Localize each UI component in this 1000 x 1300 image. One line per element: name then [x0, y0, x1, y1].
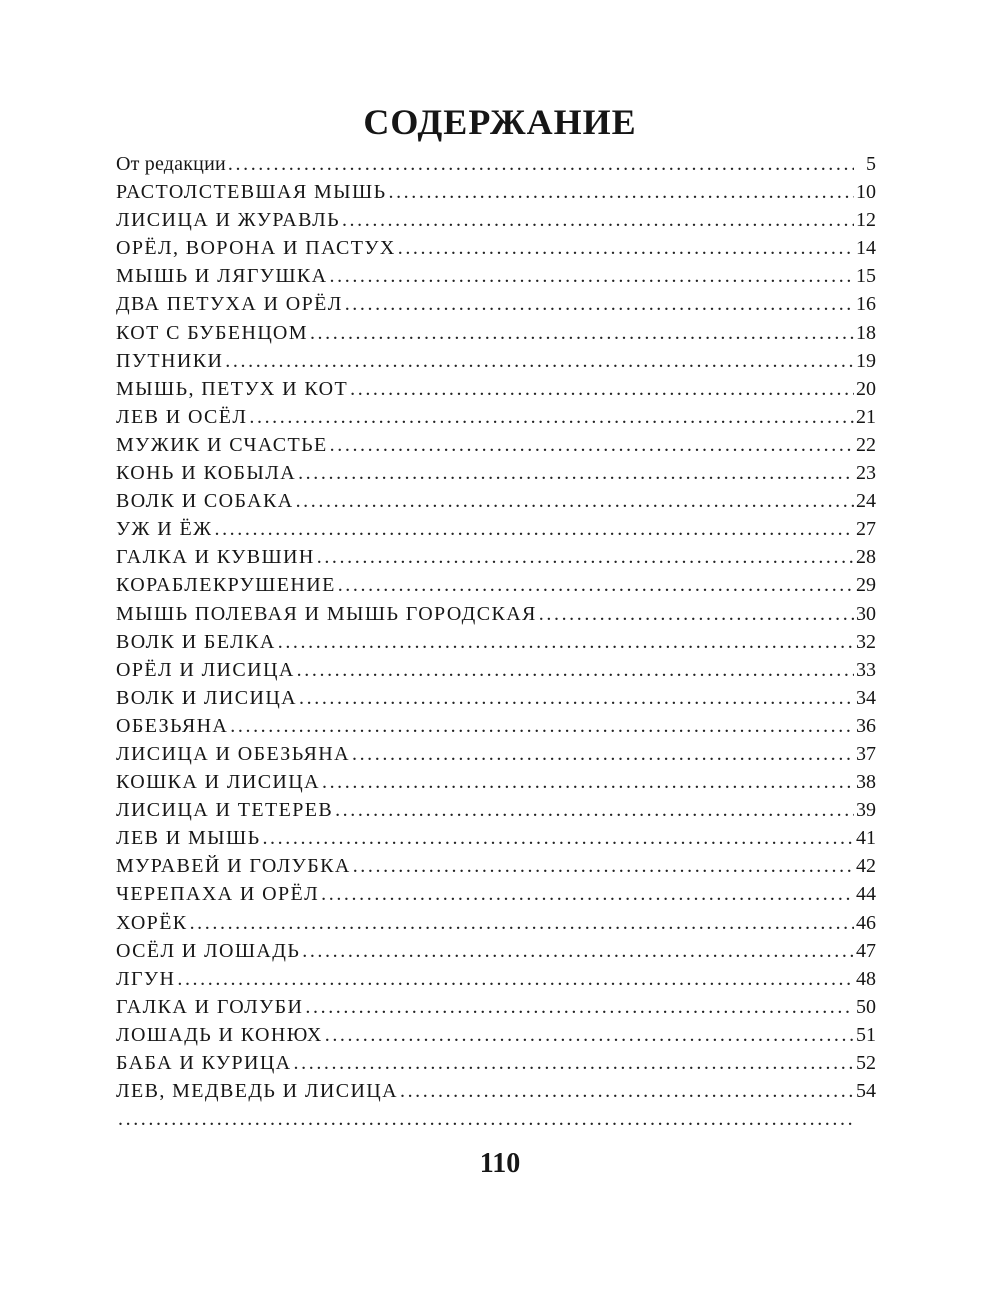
toc-entry[interactable]	[116, 487, 876, 515]
toc-entry-title: ЧЕРЕПАХА И ОРЁЛ	[116, 883, 320, 906]
toc-entry[interactable]	[116, 1105, 876, 1133]
dot-leader	[537, 600, 854, 628]
toc-entry-title: КОТ С БУБЕНЦОМ	[116, 321, 308, 344]
toc-entry-title: РАСТОЛСТЕВШАЯ МЫШЬ	[116, 181, 387, 204]
dot-leader	[336, 571, 854, 599]
dot-leader	[396, 234, 854, 262]
toc-entry-title: ГАЛКА И ГОЛУБИ	[116, 995, 304, 1018]
dot-leader	[212, 515, 854, 543]
dot-leader	[175, 965, 854, 993]
toc-entry-title: От редакции	[116, 153, 226, 175]
dot-leader	[297, 684, 854, 712]
toc-entry[interactable]	[116, 600, 876, 628]
dot-leader	[340, 206, 854, 234]
dot-leader	[319, 880, 854, 908]
toc-entry-title: ГАЛКА И КУВШИН	[116, 546, 315, 569]
toc-entry[interactable]	[116, 656, 876, 684]
toc-entry-title: МЫШЬ ПОЛЕВАЯ И МЫШЬ ГОРОДСКАЯ	[116, 602, 537, 625]
toc-entry-page: 51	[856, 1023, 876, 1046]
dot-leader	[328, 262, 854, 290]
toc-entry-page: 50	[856, 995, 876, 1018]
toc-entry[interactable]	[116, 571, 876, 599]
toc-entry-page: 20	[856, 377, 876, 400]
dot-leader	[348, 375, 854, 403]
dot-leader	[294, 487, 854, 515]
toc-entry[interactable]	[116, 880, 876, 908]
dot-leader	[292, 1049, 854, 1077]
toc-entry-title: ОБЕЗЬЯНА	[116, 714, 229, 737]
toc-entry-page: 12	[856, 209, 876, 232]
toc-entry-page: 10	[856, 181, 876, 204]
toc-entry[interactable]	[116, 684, 876, 712]
toc-entry-page: 39	[856, 799, 876, 822]
toc-entry-title: ХОРЁК	[116, 911, 188, 934]
toc-entry-title: КОШКА И ЛИСИЦА	[116, 771, 320, 794]
toc-entry-page: 32	[856, 630, 876, 653]
toc-entry-title: МЫШЬ, ПЕТУХ И КОТ	[116, 377, 349, 400]
toc-entry-title: ЛИСИЦА И ТЕТЕРЕВ	[116, 799, 334, 822]
toc-entry[interactable]	[116, 459, 876, 487]
dot-leader	[296, 459, 854, 487]
dot-leader	[315, 543, 854, 571]
toc-entry-title: ОРЁЛ, ВОРОНА И ПАСТУХ	[116, 237, 396, 260]
toc-entry[interactable]	[116, 1021, 876, 1049]
toc-entry[interactable]	[116, 937, 876, 965]
toc-entry-page: 41	[856, 827, 876, 850]
toc-entry[interactable]	[116, 178, 876, 206]
dot-leader	[386, 178, 854, 206]
toc-entry-title: МУЖИК И СЧАСТЬЕ	[116, 433, 328, 456]
toc-entry-title: ЛИСИЦА И ОБЕЗЬЯНА	[116, 742, 350, 765]
toc-entry-title: ПУТНИКИ	[116, 349, 224, 372]
toc-entry-page: 44	[856, 883, 876, 906]
toc-entry[interactable]	[116, 543, 876, 571]
toc-entry[interactable]	[116, 206, 876, 234]
toc-entry-title: ВОЛК И ЛИСИЦА	[116, 686, 298, 709]
toc-entry-page: 37	[856, 742, 876, 765]
toc-entry[interactable]	[116, 375, 876, 403]
dot-leader	[328, 431, 854, 459]
toc-entry-title: ЛЕВ И ОСЁЛ	[116, 405, 248, 428]
dot-leader	[260, 824, 854, 852]
toc-entry-page: 22	[856, 433, 876, 456]
toc-entry-title: ЛЕВ, МЕДВЕДЬ И ЛИСИЦА	[116, 1080, 398, 1103]
toc-entry-page: 27	[856, 518, 876, 541]
toc-entry[interactable]	[116, 150, 876, 178]
toc-entry-title: МЫШЬ И ЛЯГУШКА	[116, 265, 328, 288]
toc-entry-page: 54	[856, 1080, 876, 1103]
page-number: 110	[479, 1148, 521, 1179]
toc-entry-page: 42	[856, 855, 876, 878]
toc-entry[interactable]	[116, 515, 876, 543]
dot-leader	[343, 290, 854, 318]
dot-leader	[247, 403, 854, 431]
toc-entry[interactable]	[116, 234, 876, 262]
toc-entry-title: КОНЬ И КОБЫЛА	[116, 462, 297, 485]
toc-entry-title: КОРАБЛЕКРУШЕНИЕ	[116, 574, 336, 597]
toc-entry-title: ЛГУН	[116, 967, 176, 990]
page-title: СОДЕРЖАНИЕ	[363, 102, 637, 142]
toc-entry-page: 47	[856, 939, 876, 962]
toc-entry-title: ОРЁЛ И ЛИСИЦА	[116, 658, 295, 681]
toc-entry[interactable]	[116, 1077, 876, 1105]
dot-leader	[303, 993, 854, 1021]
dot-leader	[276, 628, 854, 656]
toc-entry-page: 23	[856, 462, 876, 485]
toc-entry-title: ВОЛК И БЕЛКА	[116, 630, 276, 653]
toc-entry[interactable]	[116, 431, 876, 459]
toc-entry-page: 46	[856, 911, 876, 934]
toc-entry[interactable]	[116, 768, 876, 796]
dot-leader	[323, 1021, 854, 1049]
toc-entry-page: 21	[856, 405, 876, 428]
toc-entry[interactable]	[116, 740, 876, 768]
toc-entry-title: ДВА ПЕТУХА И ОРЁЛ	[116, 293, 343, 316]
dot-leader	[333, 796, 854, 824]
toc-entry-title: ЛИСИЦА И ЖУРАВЛЬ	[116, 209, 340, 232]
toc-entry-page: 15	[856, 265, 876, 288]
toc-entry-page: 19	[856, 349, 876, 372]
dot-leader	[295, 656, 854, 684]
toc-entry[interactable]	[116, 262, 876, 290]
toc-entry-page: 30	[856, 602, 876, 625]
toc-entry[interactable]	[116, 824, 876, 852]
toc-entry-page: 28	[856, 546, 876, 569]
dot-leader	[320, 768, 854, 796]
toc-entry-title: МУРАВЕЙ И ГОЛУБКА	[116, 855, 351, 878]
dot-leader	[228, 712, 854, 740]
dot-leader	[350, 740, 854, 768]
toc-entry[interactable]	[116, 796, 876, 824]
toc-entry-page: 29	[856, 574, 876, 597]
toc-entry[interactable]	[116, 852, 876, 880]
dot-leader	[188, 909, 854, 937]
toc-entry-page: 52	[856, 1052, 876, 1074]
toc-entry-title: УЖ И ЁЖ	[116, 518, 213, 541]
toc-entry[interactable]	[116, 993, 876, 1021]
toc-entry[interactable]	[116, 712, 876, 740]
toc-entry-page: 34	[856, 686, 876, 709]
dot-leader	[223, 347, 854, 375]
dot-leader	[351, 852, 854, 880]
toc-entry-title: ЛЕВ И МЫШЬ	[116, 827, 261, 850]
toc-entry[interactable]	[116, 909, 876, 937]
toc-entry-page: 48	[856, 967, 876, 990]
dot-leader	[308, 319, 854, 347]
toc-entry-page: 5	[866, 153, 876, 175]
toc-entry[interactable]	[116, 319, 876, 347]
toc-entry-page: 24	[856, 490, 876, 513]
dot-leader	[398, 1077, 854, 1105]
toc-entry[interactable]	[116, 403, 876, 431]
toc-entry[interactable]	[116, 290, 876, 318]
table-of-contents	[116, 150, 876, 1133]
toc-entry[interactable]	[116, 1049, 876, 1077]
toc-entry-page: 18	[856, 321, 876, 344]
toc-entry-page: 14	[856, 237, 876, 260]
toc-entry[interactable]	[116, 628, 876, 656]
toc-entry[interactable]	[116, 965, 876, 993]
toc-entry-page: 33	[856, 658, 876, 681]
toc-entry[interactable]	[116, 347, 876, 375]
dot-leader	[226, 150, 854, 178]
toc-entry-title: ОСЁЛ И ЛОШАДЬ	[116, 939, 301, 962]
toc-entry-title: ЛОШАДЬ И КОНЮХ	[116, 1023, 323, 1046]
toc-entry-page: 36	[856, 714, 876, 737]
toc-entry-page: 16	[856, 293, 876, 316]
dot-leader	[116, 1105, 854, 1133]
toc-entry-title: БАБА И КУРИЦА	[116, 1052, 292, 1074]
toc-entry-title: ВОЛК И СОБАКА	[116, 490, 294, 513]
dot-leader	[300, 937, 854, 965]
toc-entry-page: 38	[856, 771, 876, 794]
